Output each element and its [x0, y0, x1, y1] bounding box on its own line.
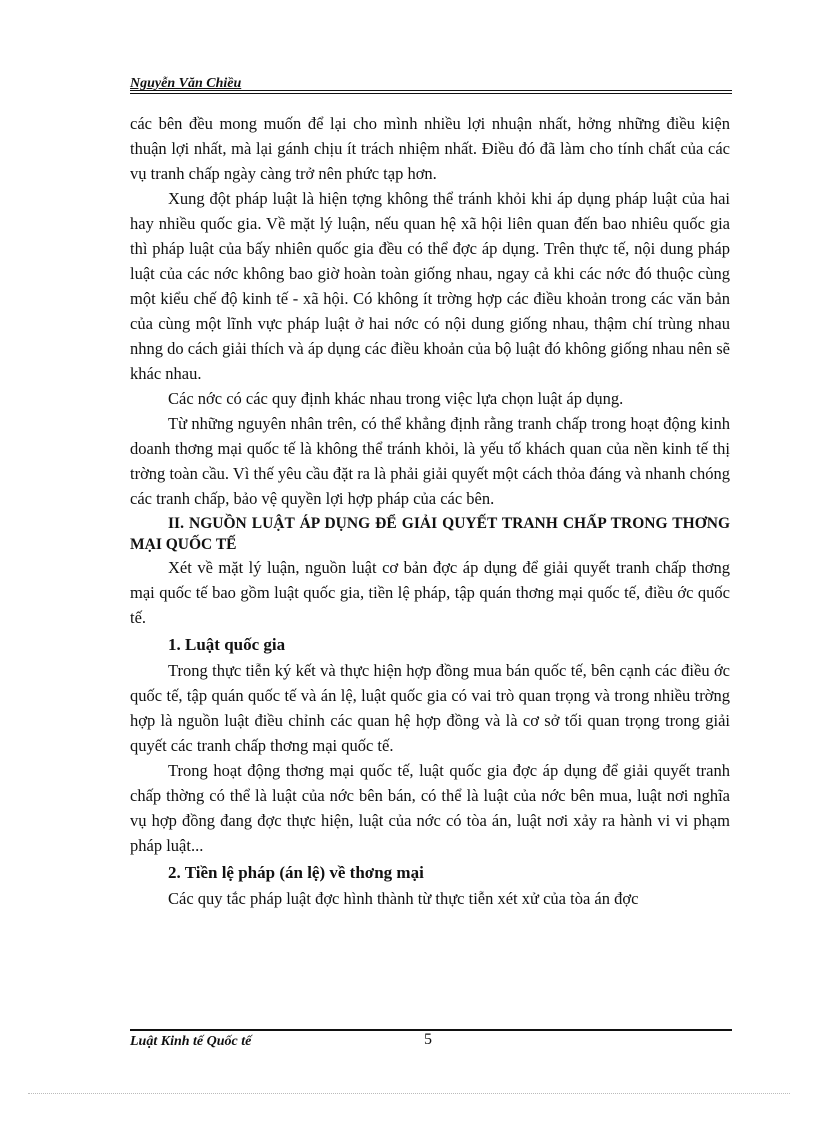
page-boundary	[28, 1093, 790, 1094]
paragraph: các bên đều mong muốn để lại cho mình nhiều lợi nhuận nhất, hởng những điều kiện thuận lợi nhất, mà lại gánh chịu ít trách nhiệm nhất. Điều đó đã làm cho tính chất của các vụ tranh chấp ngày càng trở nên phức tạp hơn.	[130, 114, 730, 183]
subsection-heading: 2. Tiền lệ pháp (án lệ) về thơng mại	[168, 863, 424, 882]
paragraph: Trong thực tiễn ký kết và thực hiện hợp đồng mua bán quốc tế, bên cạnh các điều ớc quốc tế, tập quán quốc tế và án lệ, luật quốc gia có vai trò quan trọng và trong nhiều trờng hợp là nguồn luật điều chỉnh các quan hệ hợp đồng và là cơ sở tối quan trọng trong giải quyết các tranh chấp thơng mại quốc tế.	[130, 661, 730, 755]
header-author: Nguyễn Văn Chiều	[130, 76, 242, 91]
paragraph: Xét về mặt lý luận, nguồn luật cơ bản đợc áp dụng để giải quyết tranh chấp thơng mại quốc tế bao gồm luật quốc gia, tiền lệ pháp, tập quán thơng mại quốc tế, điều ớc quốc tế.	[130, 558, 730, 627]
header-rule-double	[130, 93, 732, 94]
paragraph: Các quy tắc pháp luật đợc hình thành từ thực tiễn xét xử của tòa án đợc	[168, 889, 639, 908]
subsection-heading: 1. Luật quốc gia	[168, 635, 286, 654]
section-heading: II. NGUỒN LUẬT ÁP DỤNG ĐỂ GIẢI QUYẾT TRANH CHẤP TRONG THƠNG MẠI QUỐC TẾ	[130, 515, 730, 553]
paragraph: Xung đột pháp luật là hiện tợng không thể tránh khỏi khi áp dụng pháp luật của hai hay nhiều quốc gia. Về mặt lý luận, nếu quan hệ xã hội liên quan đến bao nhiêu quốc gia thì pháp luật của bấy nhiên quốc gia đều có thể đợc áp dụng. Trên thực tế, nội dung pháp luật của các nớc không bao giờ hoàn toàn giống nhau, ngay cả khi các nớc đó thuộc cùng một kiểu chế độ kinh tế - xã hội. Có không ít trờng hợp các điều khoản trong các văn bản của cùng một lĩnh vực pháp luật ở hai nớc có nội dung giống nhau, thậm chí trùng nhau nhng do cách giải thích và áp dụng các điều khoản của bộ luật đó không giống nhau nên sẽ khác nhau.	[130, 189, 730, 383]
paragraph: Trong hoạt động thơng mại quốc tế, luật quốc gia đợc áp dụng để giải quyết tranh chấp thờng có thể là luật của nớc bên bán, có thể là luật của nớc bên mua, luật nơi nghĩa vụ hợp đồng đang đợc thực hiện, luật của nớc có tòa án, luật nơi xảy ra hành vi vi phạm pháp luật...	[130, 761, 730, 855]
footer-course: Luật Kinh tế Quốc tế	[130, 1034, 252, 1049]
header-rule	[130, 90, 732, 91]
paragraph: Các nớc có các quy định khác nhau trong việc lựa chọn luật áp dụng.	[168, 389, 624, 408]
paragraph: Từ những nguyên nhân trên, có thể khẳng định rằng tranh chấp trong hoạt động kinh doanh thơng mại quốc tế là không thể tránh khỏi, là yếu tố khách quan của nền kinh tế thị trờng toàn cầu. Vì thế yêu cầu đặt ra là phải giải quyết một cách thỏa đáng và nhanh chóng các tranh chấp, bảo vệ quyền lợi hợp pháp của các bên.	[130, 414, 730, 508]
page-number: 5	[424, 1031, 432, 1048]
document-body	[130, 111, 730, 911]
